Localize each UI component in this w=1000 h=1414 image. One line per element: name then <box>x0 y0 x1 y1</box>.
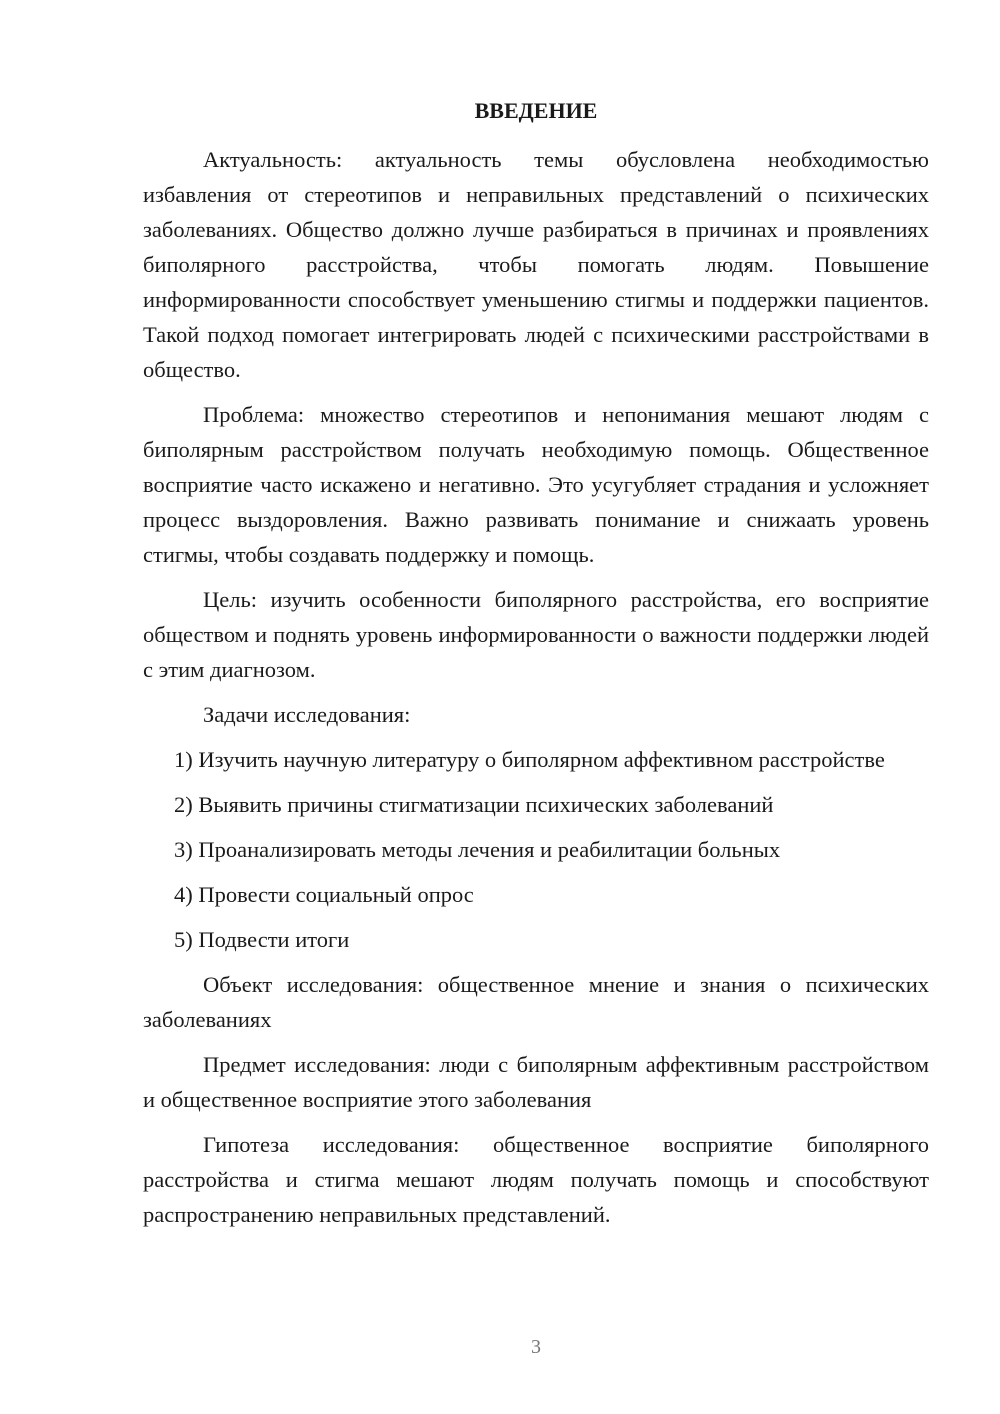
object-paragraph: Объект исследования: общественное мнение и знания о психических заболеваниях <box>143 972 929 1032</box>
task-item-5: 5) Подвести итоги <box>174 927 350 952</box>
hypothesis-paragraph: Гипотеза исследования: общественное восприятие биполярного расстройства и стигма мешают людям получать помощь и способствуют распространению неправильных представлений. <box>143 1132 929 1227</box>
task-item-1: 1) Изучить научную литературу о биполярном аффективном расстройстве <box>174 747 885 772</box>
task-item-3: 3) Проанализировать методы лечения и реабилитации больных <box>174 837 781 862</box>
section-title: ВВЕДЕНИЕ <box>474 98 598 123</box>
task-item-4: 4) Провести социальный опрос <box>174 882 474 907</box>
problem-paragraph: Проблема: множество стереотипов и непонимания мешают людям с биполярным расстройством получать необходимую помощь. Общественное восприятие часто искажено и негативно. Это усугубляет страдания и усложняет процесс выздоровления. Важно развивать понимание и снижаать уровень стигмы, чтобы создавать поддержку и помощь. <box>143 402 929 567</box>
document-body <box>143 142 929 1242</box>
subject-paragraph: Предмет исследования: люди с биполярным аффективным расстройством и общественное восприятие этого заболевания <box>143 1052 929 1112</box>
goal-paragraph: Цель: изучить особенности биполярного расстройства, его восприятие обществом и поднять уровень информированности о важности поддержки людей с этим диагнозом. <box>143 587 929 682</box>
page-number: 3 <box>531 1336 541 1358</box>
tasks-heading: Задачи исследования: <box>203 702 411 727</box>
relevance-paragraph: Актуальность: актуальность темы обусловлена необходимостью избавления от стереотипов и неправильных представлений о психических заболеваниях. Общество должно лучше разбираться в причинах и проявлениях биполярного расстройства, чтобы помогать людям. Повышение информированности способствует уменьшению стигмы и поддержки пациентов. Такой подход помогает интегрировать людей с психическими расстройствами в общество. <box>143 147 929 382</box>
task-item-2: 2) Выявить причины стигматизации психических заболеваний <box>174 792 774 817</box>
